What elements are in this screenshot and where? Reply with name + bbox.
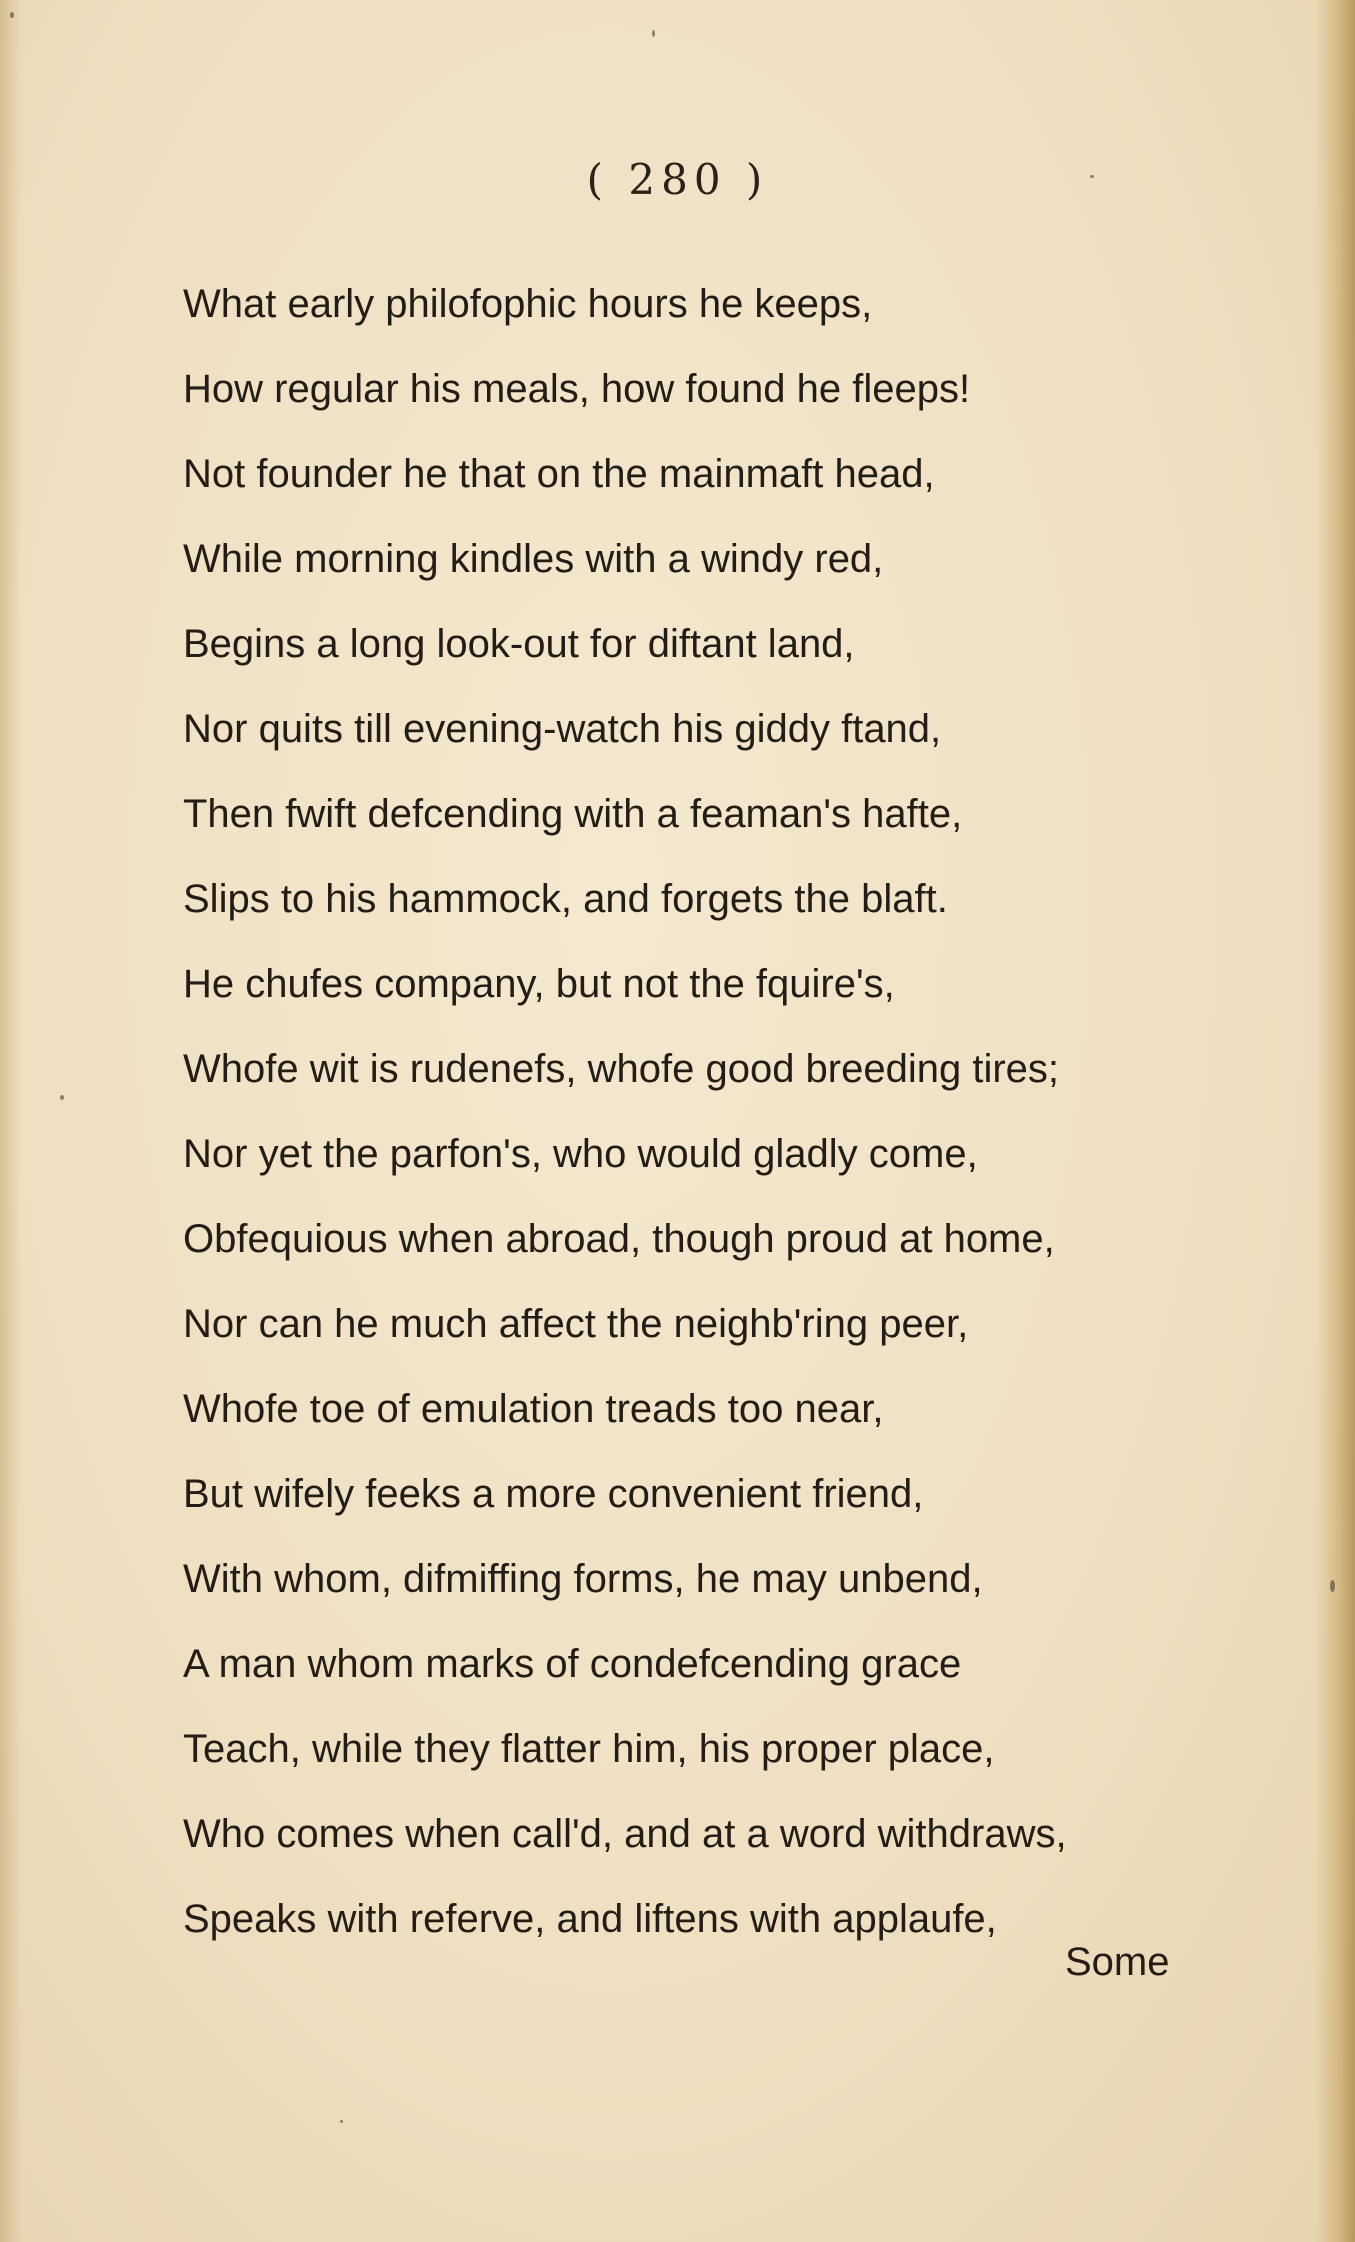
verse-line: While morning kindles with a windy red, bbox=[183, 537, 884, 581]
verse-line: Who comes when call'd, and at a word withdraws, bbox=[183, 1812, 1067, 1856]
verse-line: How regular his meals, how found he fleeps! bbox=[183, 367, 971, 411]
paper-speck bbox=[10, 12, 14, 18]
page-right-edge bbox=[1315, 0, 1355, 2242]
verse-line: Teach, while they flatter him, his proper place, bbox=[183, 1727, 995, 1771]
verse-line: Slips to his hammock, and forgets the blaft. bbox=[183, 877, 948, 921]
verse-line: A man whom marks of condefcending grace bbox=[183, 1642, 962, 1686]
verse-line: Nor can he much affect the neighb'ring peer, bbox=[183, 1302, 969, 1346]
verse-line: Obfequious when abroad, though proud at home, bbox=[183, 1217, 1055, 1261]
paper-speck bbox=[1330, 1580, 1335, 1592]
page-number: ( 280 ) bbox=[586, 155, 769, 204]
verse-line: But wifely feeks a more convenient friend, bbox=[183, 1472, 924, 1516]
verse-line: Then fwift defcending with a feaman's hafte, bbox=[183, 792, 963, 836]
verse-line: What early philofophic hours he keeps, bbox=[183, 282, 873, 326]
catchword: Some bbox=[1065, 1940, 1170, 1984]
verse-line: Whofe wit is rudenefs, whofe good breeding tires; bbox=[183, 1047, 1060, 1091]
verse-line: Not founder he that on the mainmaft head, bbox=[183, 452, 935, 496]
paper-speck bbox=[652, 30, 655, 37]
verse-line: Whofe toe of emulation treads too near, bbox=[183, 1387, 884, 1431]
paper-speck bbox=[340, 2120, 343, 2123]
paper-speck bbox=[60, 1095, 64, 1100]
verse-line: Speaks with referve, and liftens with applaufe, bbox=[183, 1897, 997, 1941]
poem-verse bbox=[183, 262, 1233, 1962]
verse-line: Nor yet the parfon's, who would gladly come, bbox=[183, 1132, 978, 1176]
verse-line: Nor quits till evening-watch his giddy ftand, bbox=[183, 707, 942, 751]
verse-line: With whom, difmiffing forms, he may unbend, bbox=[183, 1557, 983, 1601]
verse-line: He chufes company, but not the fquire's, bbox=[183, 962, 895, 1006]
page-left-edge bbox=[0, 0, 22, 2242]
verse-line: Begins a long look-out for diftant land, bbox=[183, 622, 855, 666]
